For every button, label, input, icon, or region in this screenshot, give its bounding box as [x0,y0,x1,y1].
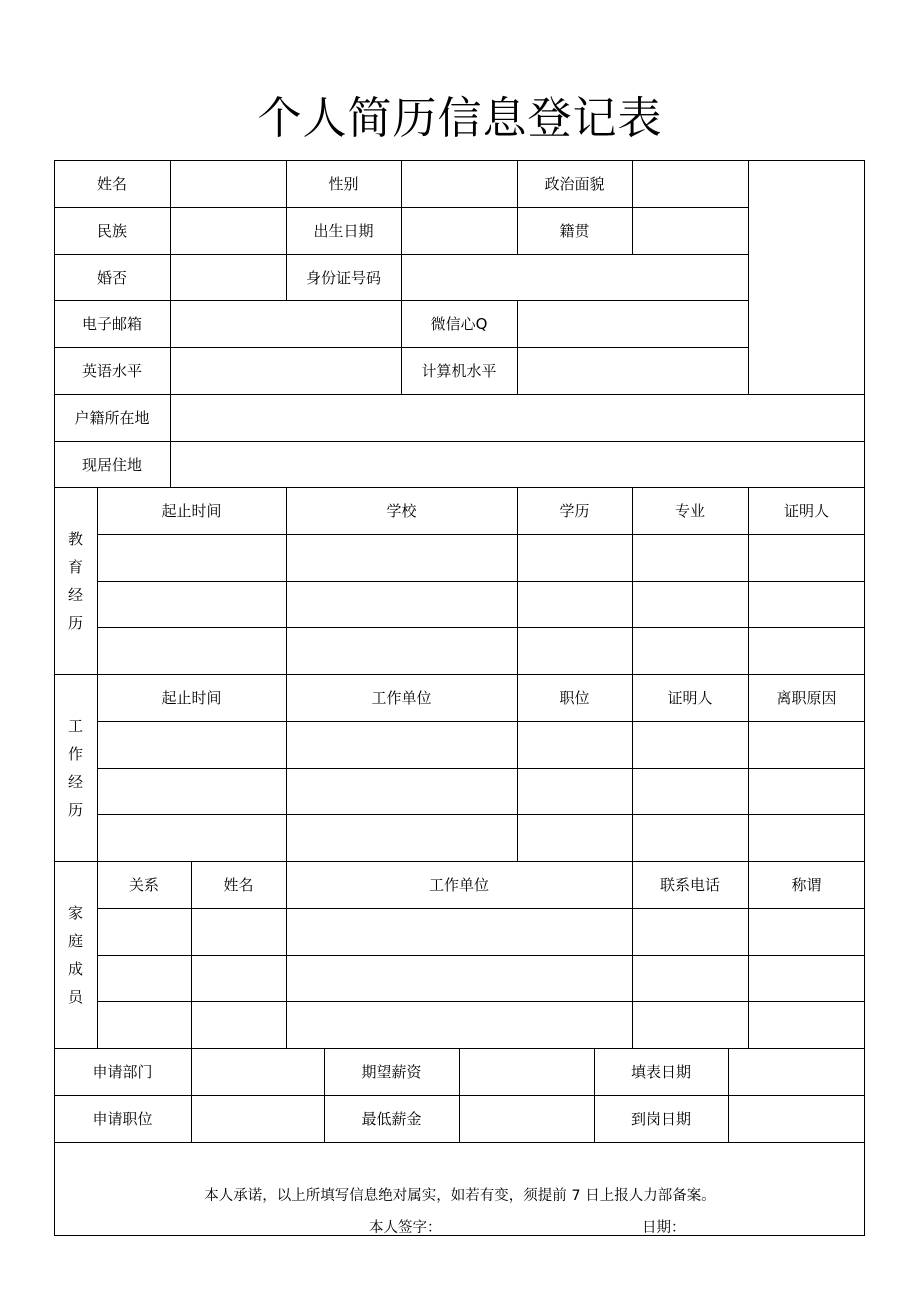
row-line [97,721,865,722]
label-political: 政治面貌 [544,175,605,193]
id-number-field[interactable] [402,255,748,300]
section-education [54,487,97,674]
date-label: 日期： [642,1220,686,1236]
fill-date-field[interactable] [729,1049,865,1095]
label-arrival-date: 到岗日期 [630,1110,691,1128]
work-header-employer: 工作单位 [371,689,432,707]
expected-salary-field[interactable] [460,1049,594,1095]
email-field[interactable] [171,301,401,347]
label-position: 申请职位 [92,1110,153,1128]
name-field[interactable] [171,161,286,207]
label-gender: 性别 [328,175,359,193]
label-id-number: 身份证号码 [305,268,381,287]
edu-header-reference: 证明人 [783,502,829,520]
label-email: 电子邮箱 [81,315,142,333]
label-name: 姓名 [96,175,127,193]
min-salary-field[interactable] [460,1096,594,1142]
photo-box[interactable] [749,161,864,394]
section-work [54,674,97,861]
work-header-reference: 证明人 [667,689,713,707]
row-line [97,955,865,956]
work-header-position: 职位 [559,689,590,707]
section-char: 成 [67,959,83,978]
section-char: 员 [67,987,83,1006]
col-line [97,487,98,1048]
label-dept: 申请部门 [92,1063,153,1081]
family-header-employer: 工作单位 [428,876,489,894]
row-line [97,768,865,769]
row-line [97,908,865,909]
household-field[interactable] [171,395,865,441]
gender-field[interactable] [402,161,517,207]
edu-header-period: 起止时间 [161,502,222,520]
wechat-field[interactable] [518,301,748,347]
section-char: 育 [67,557,83,576]
section-family [54,861,97,1048]
edu-header-school: 学校 [386,502,417,520]
row-line [97,627,865,628]
label-marital: 婚否 [96,268,127,287]
computer-field[interactable] [518,348,748,394]
residence-field[interactable] [171,442,865,487]
label-fill-date: 填表日期 [630,1063,691,1081]
label-wechat: 微信心Q [430,315,488,333]
row-line [97,814,865,815]
label-expected-salary: 期望薪资 [361,1063,422,1081]
label-computer: 计算机水平 [421,362,497,380]
section-char: 经 [67,772,83,791]
political-field[interactable] [633,161,748,207]
row-line [97,534,865,535]
signature-label: 本人签字： [369,1220,442,1236]
page-title: 个人简历信息登记表 [257,93,663,144]
native-field[interactable] [633,208,748,254]
section-char: 历 [67,613,83,632]
family-header-name: 姓名 [223,876,254,894]
section-char: 工 [67,716,83,735]
marital-field[interactable] [171,255,286,300]
label-household: 户籍所在地 [74,409,150,427]
label-ethnicity: 民族 [96,222,127,240]
birth-field[interactable] [402,208,517,254]
section-char: 家 [67,903,83,922]
edu-header-degree: 学历 [559,502,590,520]
label-english: 英语水平 [81,362,142,380]
arrival-date-field[interactable] [729,1096,865,1142]
section-char: 历 [67,800,83,819]
row-line [97,1001,865,1002]
promise-statement: 本人承诺，以上所填写信息绝对属实，如若有变，须提前 7 日上报人力部备案。 [204,1188,716,1204]
label-native: 籍贯 [559,222,590,240]
section-char: 庭 [67,931,83,950]
section-char: 经 [67,585,83,604]
row-line [97,581,865,582]
section-char: 作 [67,744,83,763]
english-field[interactable] [171,348,401,394]
work-header-period: 起止时间 [161,689,222,707]
work-header-leave-reason: 离职原因 [776,689,837,707]
family-header-relation: 关系 [128,876,159,894]
dept-field[interactable] [192,1049,324,1095]
label-min-salary: 最低薪金 [361,1110,422,1128]
label-birth: 出生日期 [313,222,374,240]
row-line [54,1142,865,1143]
ethnicity-field[interactable] [171,208,286,254]
family-header-title: 称谓 [791,876,822,894]
edu-header-major: 专业 [674,502,705,520]
position-field[interactable] [192,1096,324,1142]
section-char: 教 [67,529,83,548]
family-header-phone: 联系电话 [659,876,720,894]
label-residence: 现居住地 [81,455,142,474]
